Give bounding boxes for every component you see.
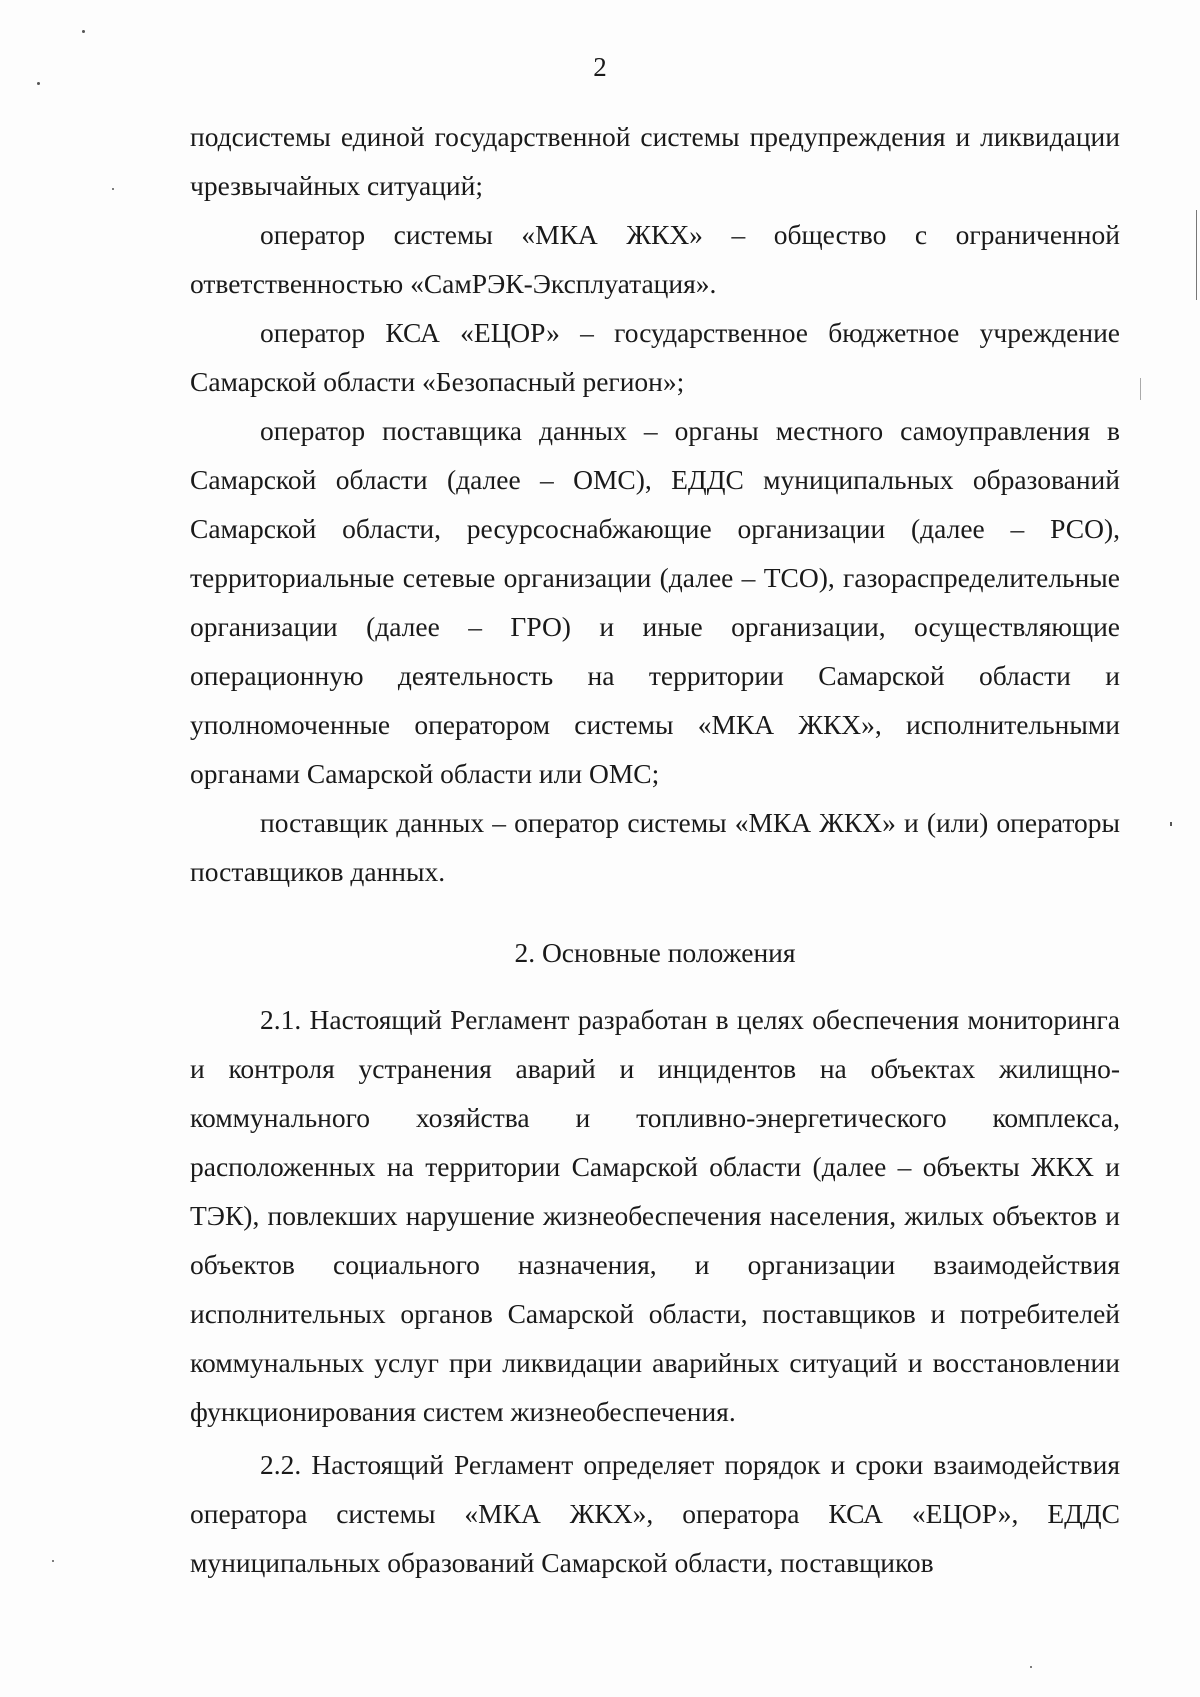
paragraph-definition-subsystem: подсистемы единой государственной системы предупреждения и ликвидации чрезвычайных ситуаций; xyxy=(190,121,1120,201)
scan-dot xyxy=(52,1560,54,1562)
paragraph-2-1: 2.1. Настоящий Регламент разработан в целях обеспечения мониторинга и контроля устранения аварий и инцидентов на объектах жилищно-коммунального хозяйства и топливно-энергетического комплекса, расположенных на территории Самарской области (далее – объекты ЖКХ и ТЭК), повлекших нарушение жизнеобеспечения населения, жилых объектов и объектов социального назначения, и организации взаимодействия исполнительных органов Самарской области, поставщиков и потребителей коммунальных услуг при ликвидации аварийных ситуаций и восстановлении функционирования систем жизнеобеспечения. xyxy=(190,1004,1120,1427)
scan-dot xyxy=(82,30,85,33)
paragraph-definition-ksa-operator: оператор КСА «ЕЦОР» – государственное бюджетное учреждение Самарской области «Безопасный регион»; xyxy=(190,317,1120,397)
paragraph-definition-system-operator: оператор системы «МКА ЖКХ» – общество с ограниченной ответственностью «СамРЭК-Эксплуатация». xyxy=(190,219,1120,299)
section-heading: 2. Основные положения xyxy=(514,937,796,968)
scan-edge-line xyxy=(1196,210,1197,300)
page-number: 2 xyxy=(593,52,607,82)
paragraph-2-2: 2.2. Настоящий Регламент определяет порядок и сроки взаимодействия оператора системы «МКА ЖКХ», оператора КСА «ЕЦОР», ЕДДС муниципальных образований Самарской области, поставщиков xyxy=(190,1449,1120,1578)
scan-dot xyxy=(112,188,114,190)
paragraph-definition-data-provider-operator: оператор поставщика данных – органы местного самоуправления в Самарской области (далее – ОМС), ЕДДС муниципальных образований Самарской области, ресурсоснабжающие организации (далее – РСО), территориальные сетевые организации (далее – ТСО), газораспределительные организации (далее – ГРО) и иные организации, осуществляющие операционную деятельность на территории Самарской области и уполномоченные оператором системы «МКА ЖКХ», исполнительными органами Самарской области или ОМС; xyxy=(190,415,1120,789)
scan-edge-line xyxy=(1140,378,1141,400)
scan-dot xyxy=(1170,822,1172,826)
document-body xyxy=(190,112,1120,1587)
scan-dot xyxy=(1030,1666,1032,1668)
paragraph-definition-data-provider: поставщик данных – оператор системы «МКА ЖКХ» и (или) операторы поставщиков данных. xyxy=(190,807,1120,887)
